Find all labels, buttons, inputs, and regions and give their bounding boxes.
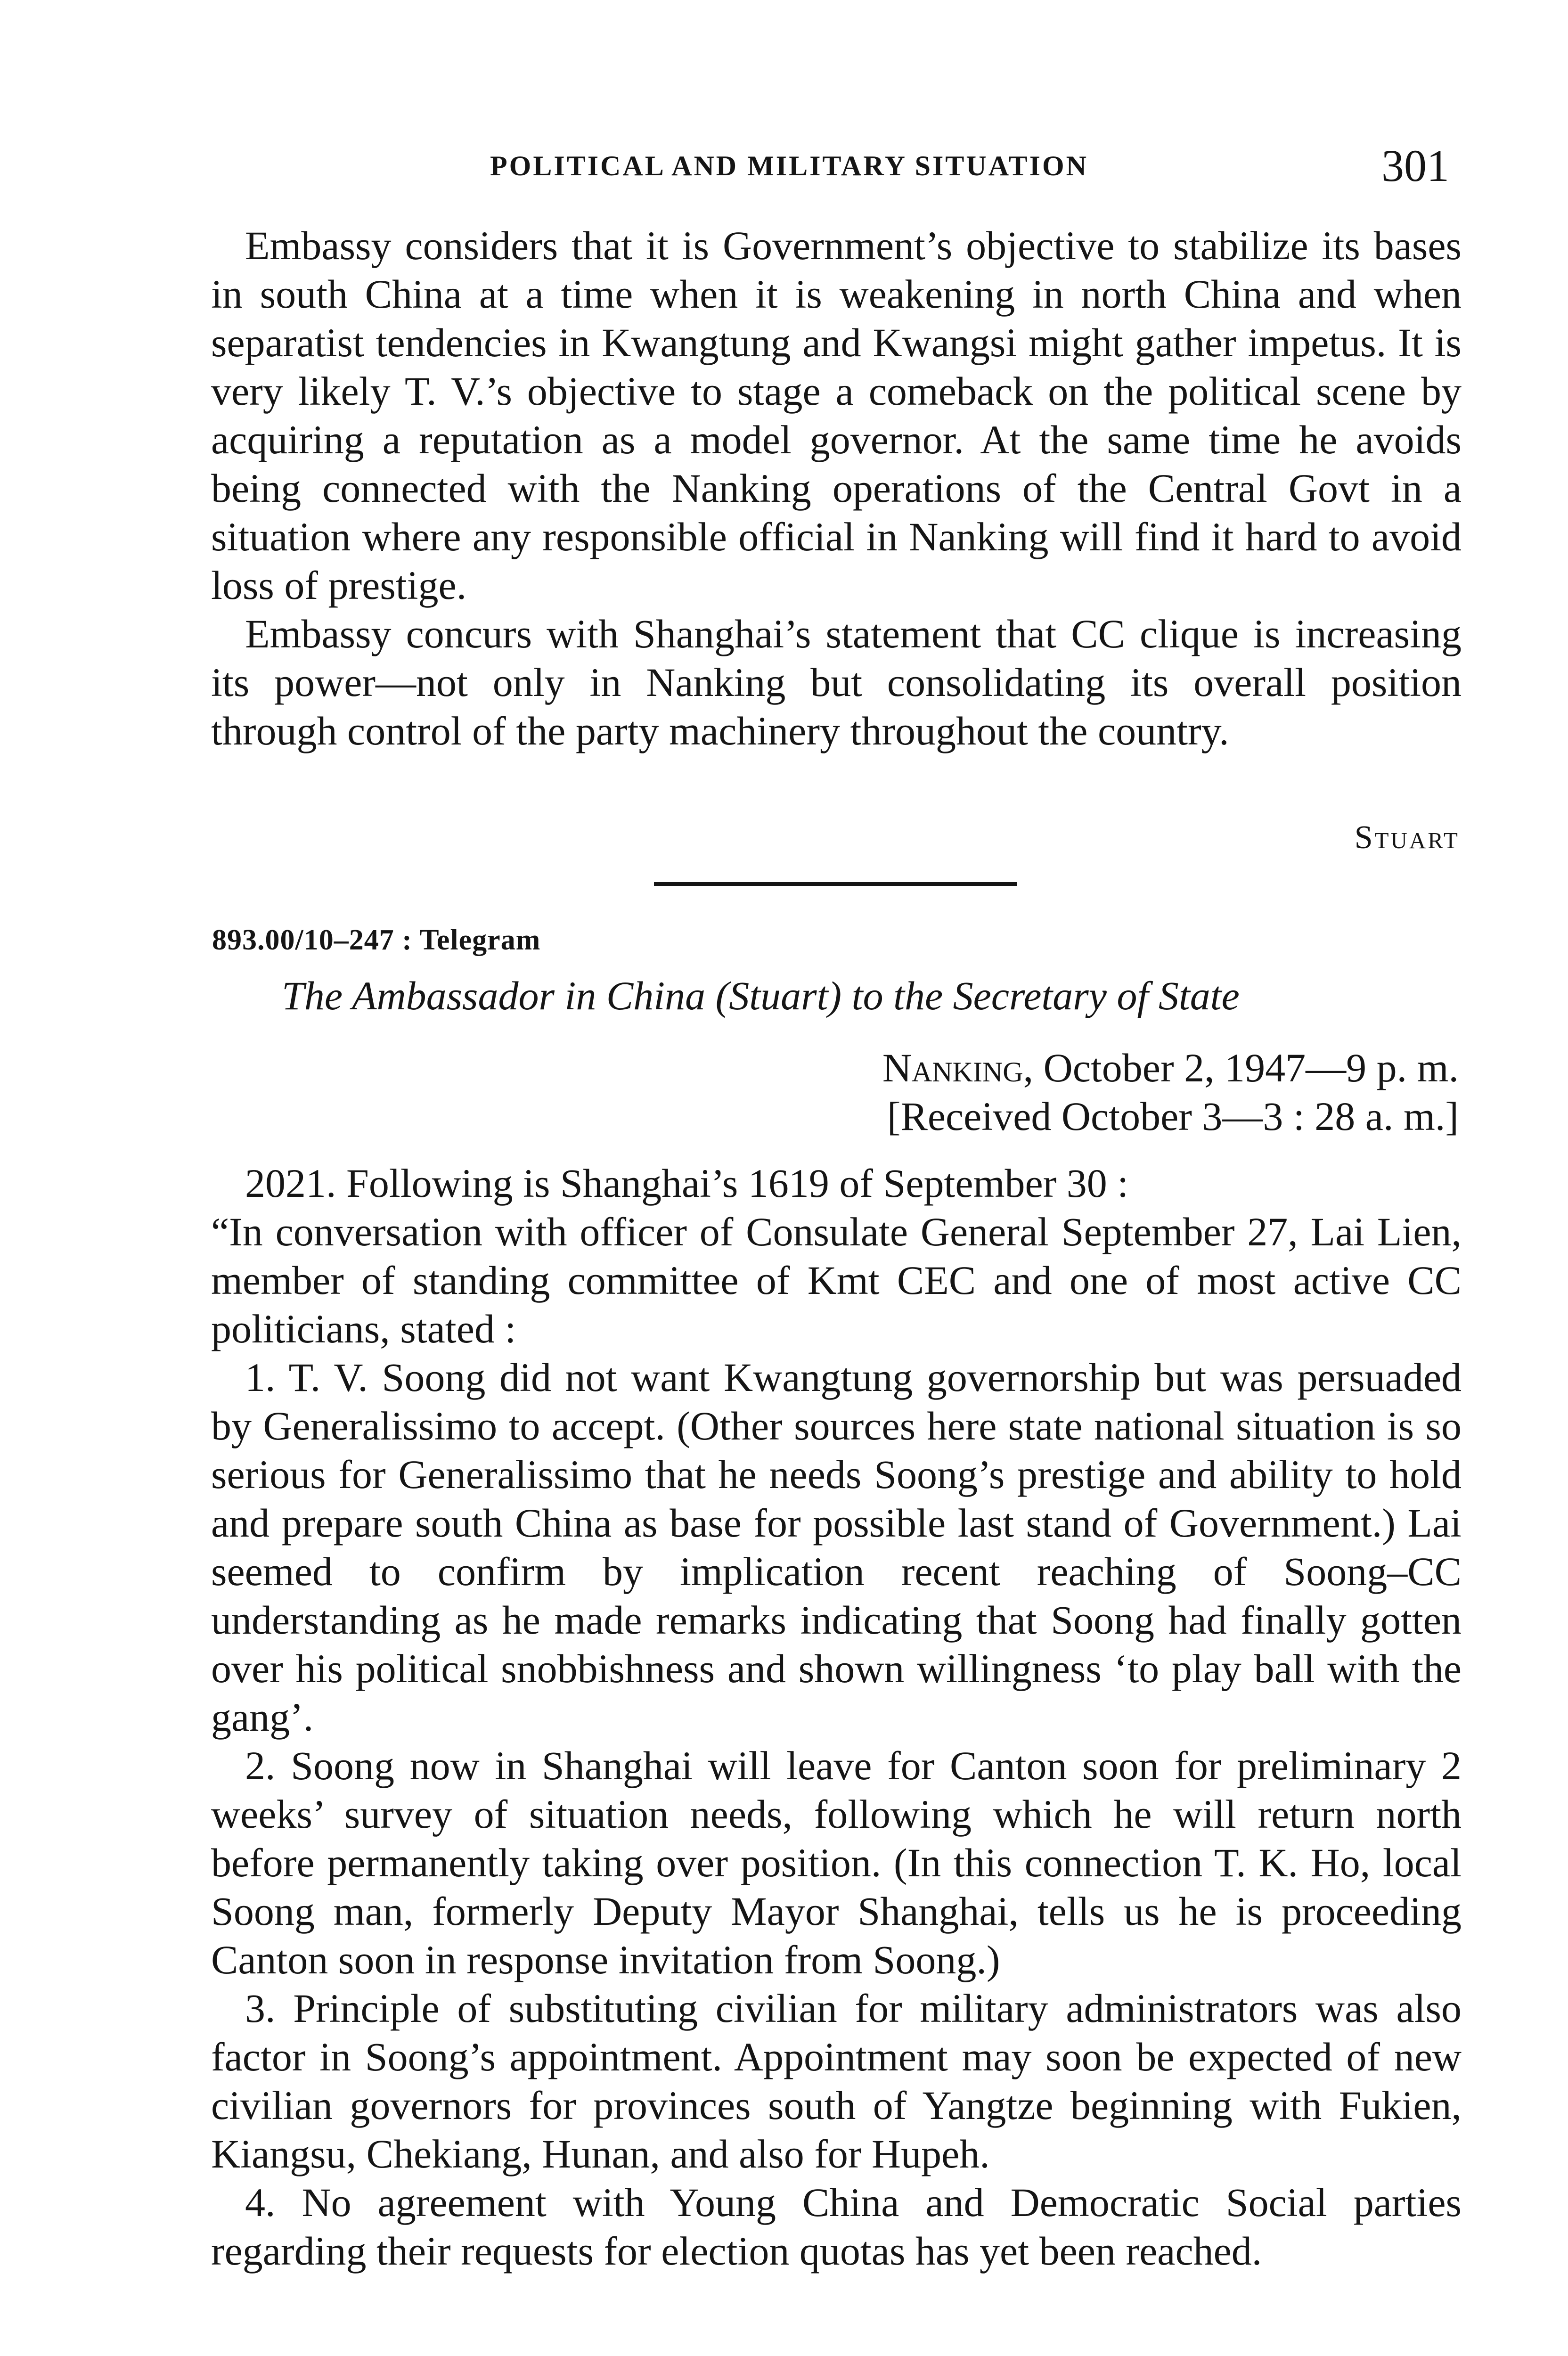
paragraph: Embassy concurs with Shanghai’s statement that CC clique is increasing its power—not only in Nanking but consolidating its overall position through control of the party machinery throughout the country. (211, 611, 1462, 753)
page-number: 301 (1381, 140, 1449, 191)
dateline-place: Nanking (882, 1045, 1023, 1090)
continued-paragraph: Embassy considers that it is Government’s objective to stabilize its bases in south China at a time when it is weakening in north China and when separatist tendencies in Kwangtung and Kwangsi might gather impetus. It is very likely T. V.’s objective to stage a comeback on the political scene by acquiring a reputation as a model governor. At the same time he avoids being connected with the Nanking operations of the Central Govt in a situation where any responsible official in Nanking will find it hard to avoid loss of prestige. (211, 223, 1462, 608)
numbered-item: 3. Principle of substituting civilian for military administrators was also factor in Soong’s appointment. Appointment may soon be expected of new civilian governors for provinces south of Yangtze beginning with Fukien, Kiangsu, Chekiang, Hunan, and also for Hupeh. (211, 1986, 1462, 2176)
signature: Stuart (1354, 819, 1460, 856)
section-divider (654, 882, 1017, 886)
telegram-intro: 2021. Following is Shanghai’s 1619 of September 30 : (245, 1161, 1129, 1206)
numbered-item: 1. T. V. Soong did not want Kwangtung governorship but was persuaded by Generalissimo to accept. (Other sources here state national situation is so serious for Generalissimo that he needs Soong’s prestige and ability to hold and prepare south China as base for possible last stand of Government.) Lai seemed to confirm by implication recent reaching of Soong–CC understanding as he made remarks indicating that Soong had finally gotten over his political snobbishness and shown willingness ‘to play ball with the gang’. (211, 1355, 1462, 1740)
second-document-body (211, 1159, 1462, 2275)
dateline-received: [Received October 3—3 : 28 a. m.] (887, 1094, 1459, 1139)
dateline-date: , October 2, 1947—9 p. m. (1023, 1045, 1459, 1090)
running-title: POLITICAL AND MILITARY SITUATION (490, 150, 1088, 181)
dateline (882, 1044, 1459, 1141)
numbered-item: 4. No agreement with Young China and Democratic Social parties regarding their requests for election quotas has yet been reached. (211, 2180, 1462, 2274)
numbered-item: 2. Soong now in Shanghai will leave for Canton soon for preliminary 2 weeks’ survey of situation needs, following which he will return north before permanently taking over position. (In this connection T. K. Ho, local Soong man, formerly Deputy Mayor Shanghai, tells us he is proceeding Canton soon in response invitation from Soong.) (211, 1743, 1462, 1982)
file-reference: 893.00/10–247 : Telegram (212, 924, 541, 956)
document-title: The Ambassador in China (Stuart) to the Secretary of State (282, 973, 1240, 1018)
quoted-paragraph: “In conversation with officer of Consulate General September 27, Lai Lien, member of standing committee of Kmt CEC and one of most active CC politicians, stated : (211, 1209, 1462, 1351)
dateline-place-date (882, 1044, 1459, 1092)
first-document-body (211, 221, 1462, 755)
